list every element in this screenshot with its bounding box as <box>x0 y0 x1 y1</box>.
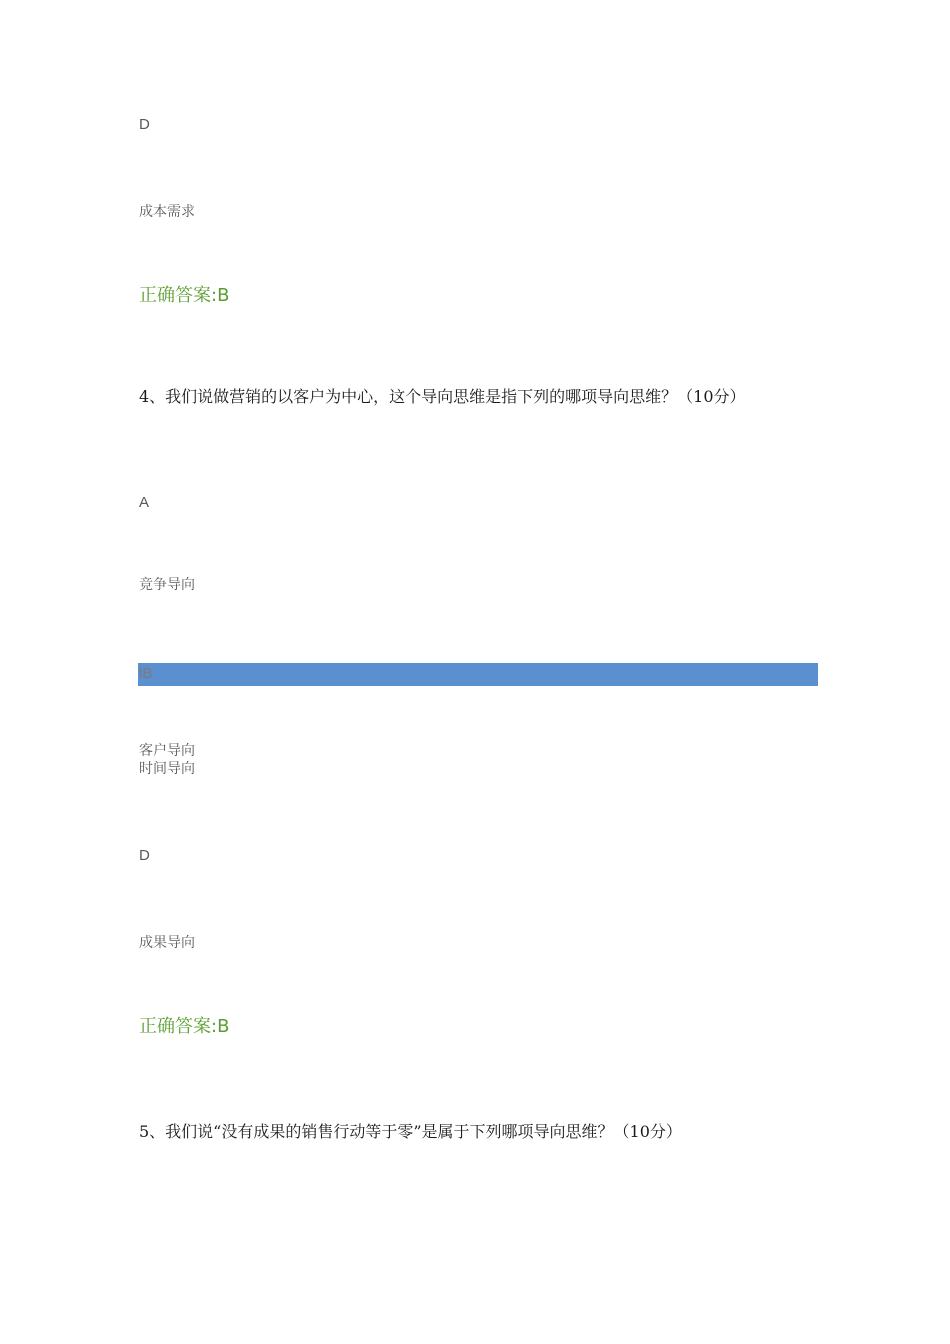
q4-option-a-text: 竞争导向 <box>139 577 195 593</box>
q4-option-b-text: 客户导向 <box>139 743 195 759</box>
q4-option-d-text: 成果导向 <box>139 935 195 951</box>
q4-option-c-text: 时间导向 <box>139 761 195 777</box>
q4-option-b-letter: lB <box>139 665 153 682</box>
q3-option-d-text: 成本需求 <box>139 204 195 220</box>
q4-option-a-letter: A <box>139 494 150 511</box>
q4-option-d-letter: D <box>139 847 150 864</box>
q5-question: 5、我们说“没有成果的销售行动等于零”是属于下列哪项导向思维？（10分） <box>139 1122 682 1141</box>
q3-option-d-letter: D <box>139 116 150 133</box>
q3-correct-answer: 正确答案:B <box>139 285 230 306</box>
q4-question: 4、我们说做营销的以客户为中心，这个导向思维是指下列的哪项导向思维？（10分） <box>139 387 746 406</box>
q4-correct-answer: 正确答案:B <box>139 1016 230 1037</box>
q4-option-b-highlight <box>138 663 818 686</box>
